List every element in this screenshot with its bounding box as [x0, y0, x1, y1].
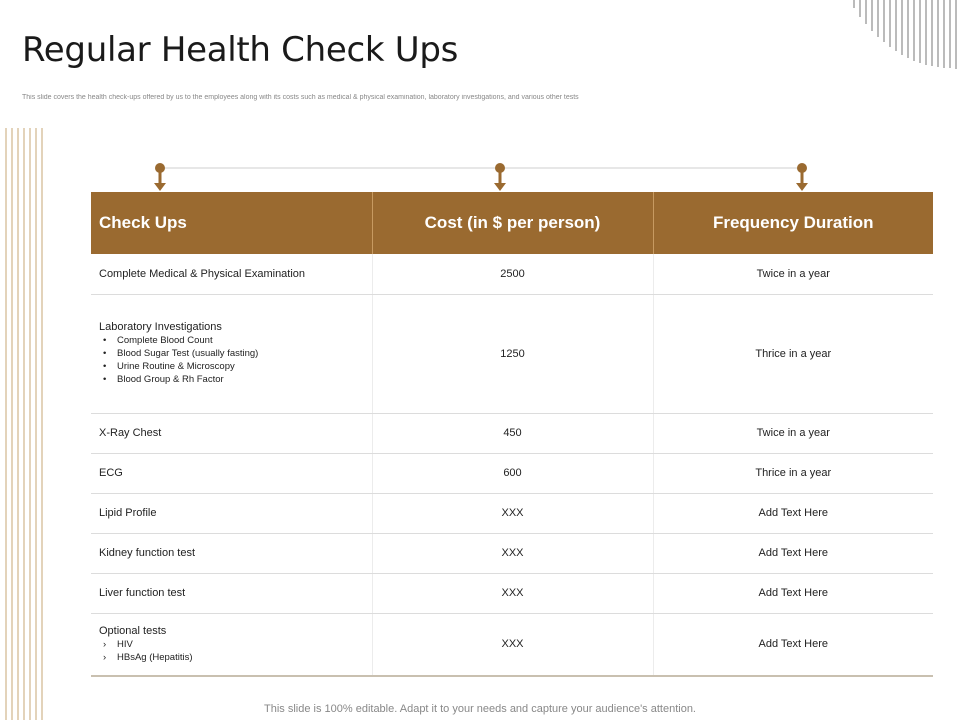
frequency-value: Twice in a year — [653, 413, 933, 453]
list-item: • Blood Sugar Test (usually fasting) — [103, 347, 364, 360]
table-header-row — [91, 192, 933, 254]
check-up-name: Liver function test — [91, 573, 372, 613]
cost-value: 450 — [372, 413, 653, 453]
table-row — [91, 573, 933, 613]
check-up-cell — [91, 613, 372, 676]
list-item: › HIV — [103, 638, 364, 651]
list-item: › HBsAg (Hepatitis) — [103, 651, 364, 664]
frequency-value: Twice in a year — [653, 254, 933, 294]
header-connector — [0, 0, 960, 200]
connector-arrow-1 — [154, 163, 166, 191]
cost-value: XXX — [372, 573, 653, 613]
table-row — [91, 254, 933, 294]
cost-value: 1250 — [372, 294, 653, 413]
table-row — [91, 453, 933, 493]
table-row — [91, 493, 933, 533]
check-up-name: ECG — [91, 453, 372, 493]
check-up-name: Kidney function test — [91, 533, 372, 573]
health-checkup-table — [91, 192, 933, 677]
frequency-value: Thrice in a year — [653, 453, 933, 493]
slide-footer: This slide is 100% editable. Adapt it to your needs and capture your audience's attention. — [264, 703, 696, 715]
list-item: • Urine Routine & Microscopy — [103, 360, 364, 373]
table-row — [91, 613, 933, 676]
slide-subtitle: This slide covers the health check-ups offered by us to the employees along with its costs such as medical & physical examination, laboratory investigations, and various other tests — [22, 94, 579, 101]
frequency-value: Add Text Here — [653, 493, 933, 533]
optional-tests-list — [99, 638, 364, 664]
header-check-ups: Check Ups — [91, 192, 372, 254]
frequency-value: Add Text Here — [653, 573, 933, 613]
cost-value: 2500 — [372, 254, 653, 294]
lab-investigations-list — [99, 334, 364, 386]
cost-value: XXX — [372, 613, 653, 676]
list-item: • Blood Group & Rh Factor — [103, 373, 364, 386]
cost-value: XXX — [372, 493, 653, 533]
check-up-name: Laboratory Investigations — [99, 321, 222, 333]
table-row — [91, 294, 933, 413]
connector-arrow-2 — [494, 163, 506, 191]
list-item: • Complete Blood Count — [103, 334, 364, 347]
check-up-name: Optional tests — [99, 624, 167, 637]
table-row — [91, 413, 933, 453]
check-up-name: Complete Medical & Physical Examination — [91, 254, 372, 294]
check-up-name: X-Ray Chest — [91, 413, 372, 453]
frequency-value: Add Text Here — [653, 613, 933, 676]
table-row — [91, 533, 933, 573]
decorative-vertical-lines — [0, 128, 50, 720]
slide-title: Regular Health Check Ups — [22, 30, 459, 70]
frequency-value: Add Text Here — [653, 533, 933, 573]
check-up-name: Lipid Profile — [91, 493, 372, 533]
header-cost: Cost (in $ per person) — [372, 192, 653, 254]
header-frequency: Frequency Duration — [653, 192, 933, 254]
cost-value: 600 — [372, 453, 653, 493]
frequency-value: Thrice in a year — [653, 294, 933, 413]
check-up-cell — [91, 294, 372, 413]
connector-arrow-3 — [796, 163, 808, 191]
cost-value: XXX — [372, 533, 653, 573]
